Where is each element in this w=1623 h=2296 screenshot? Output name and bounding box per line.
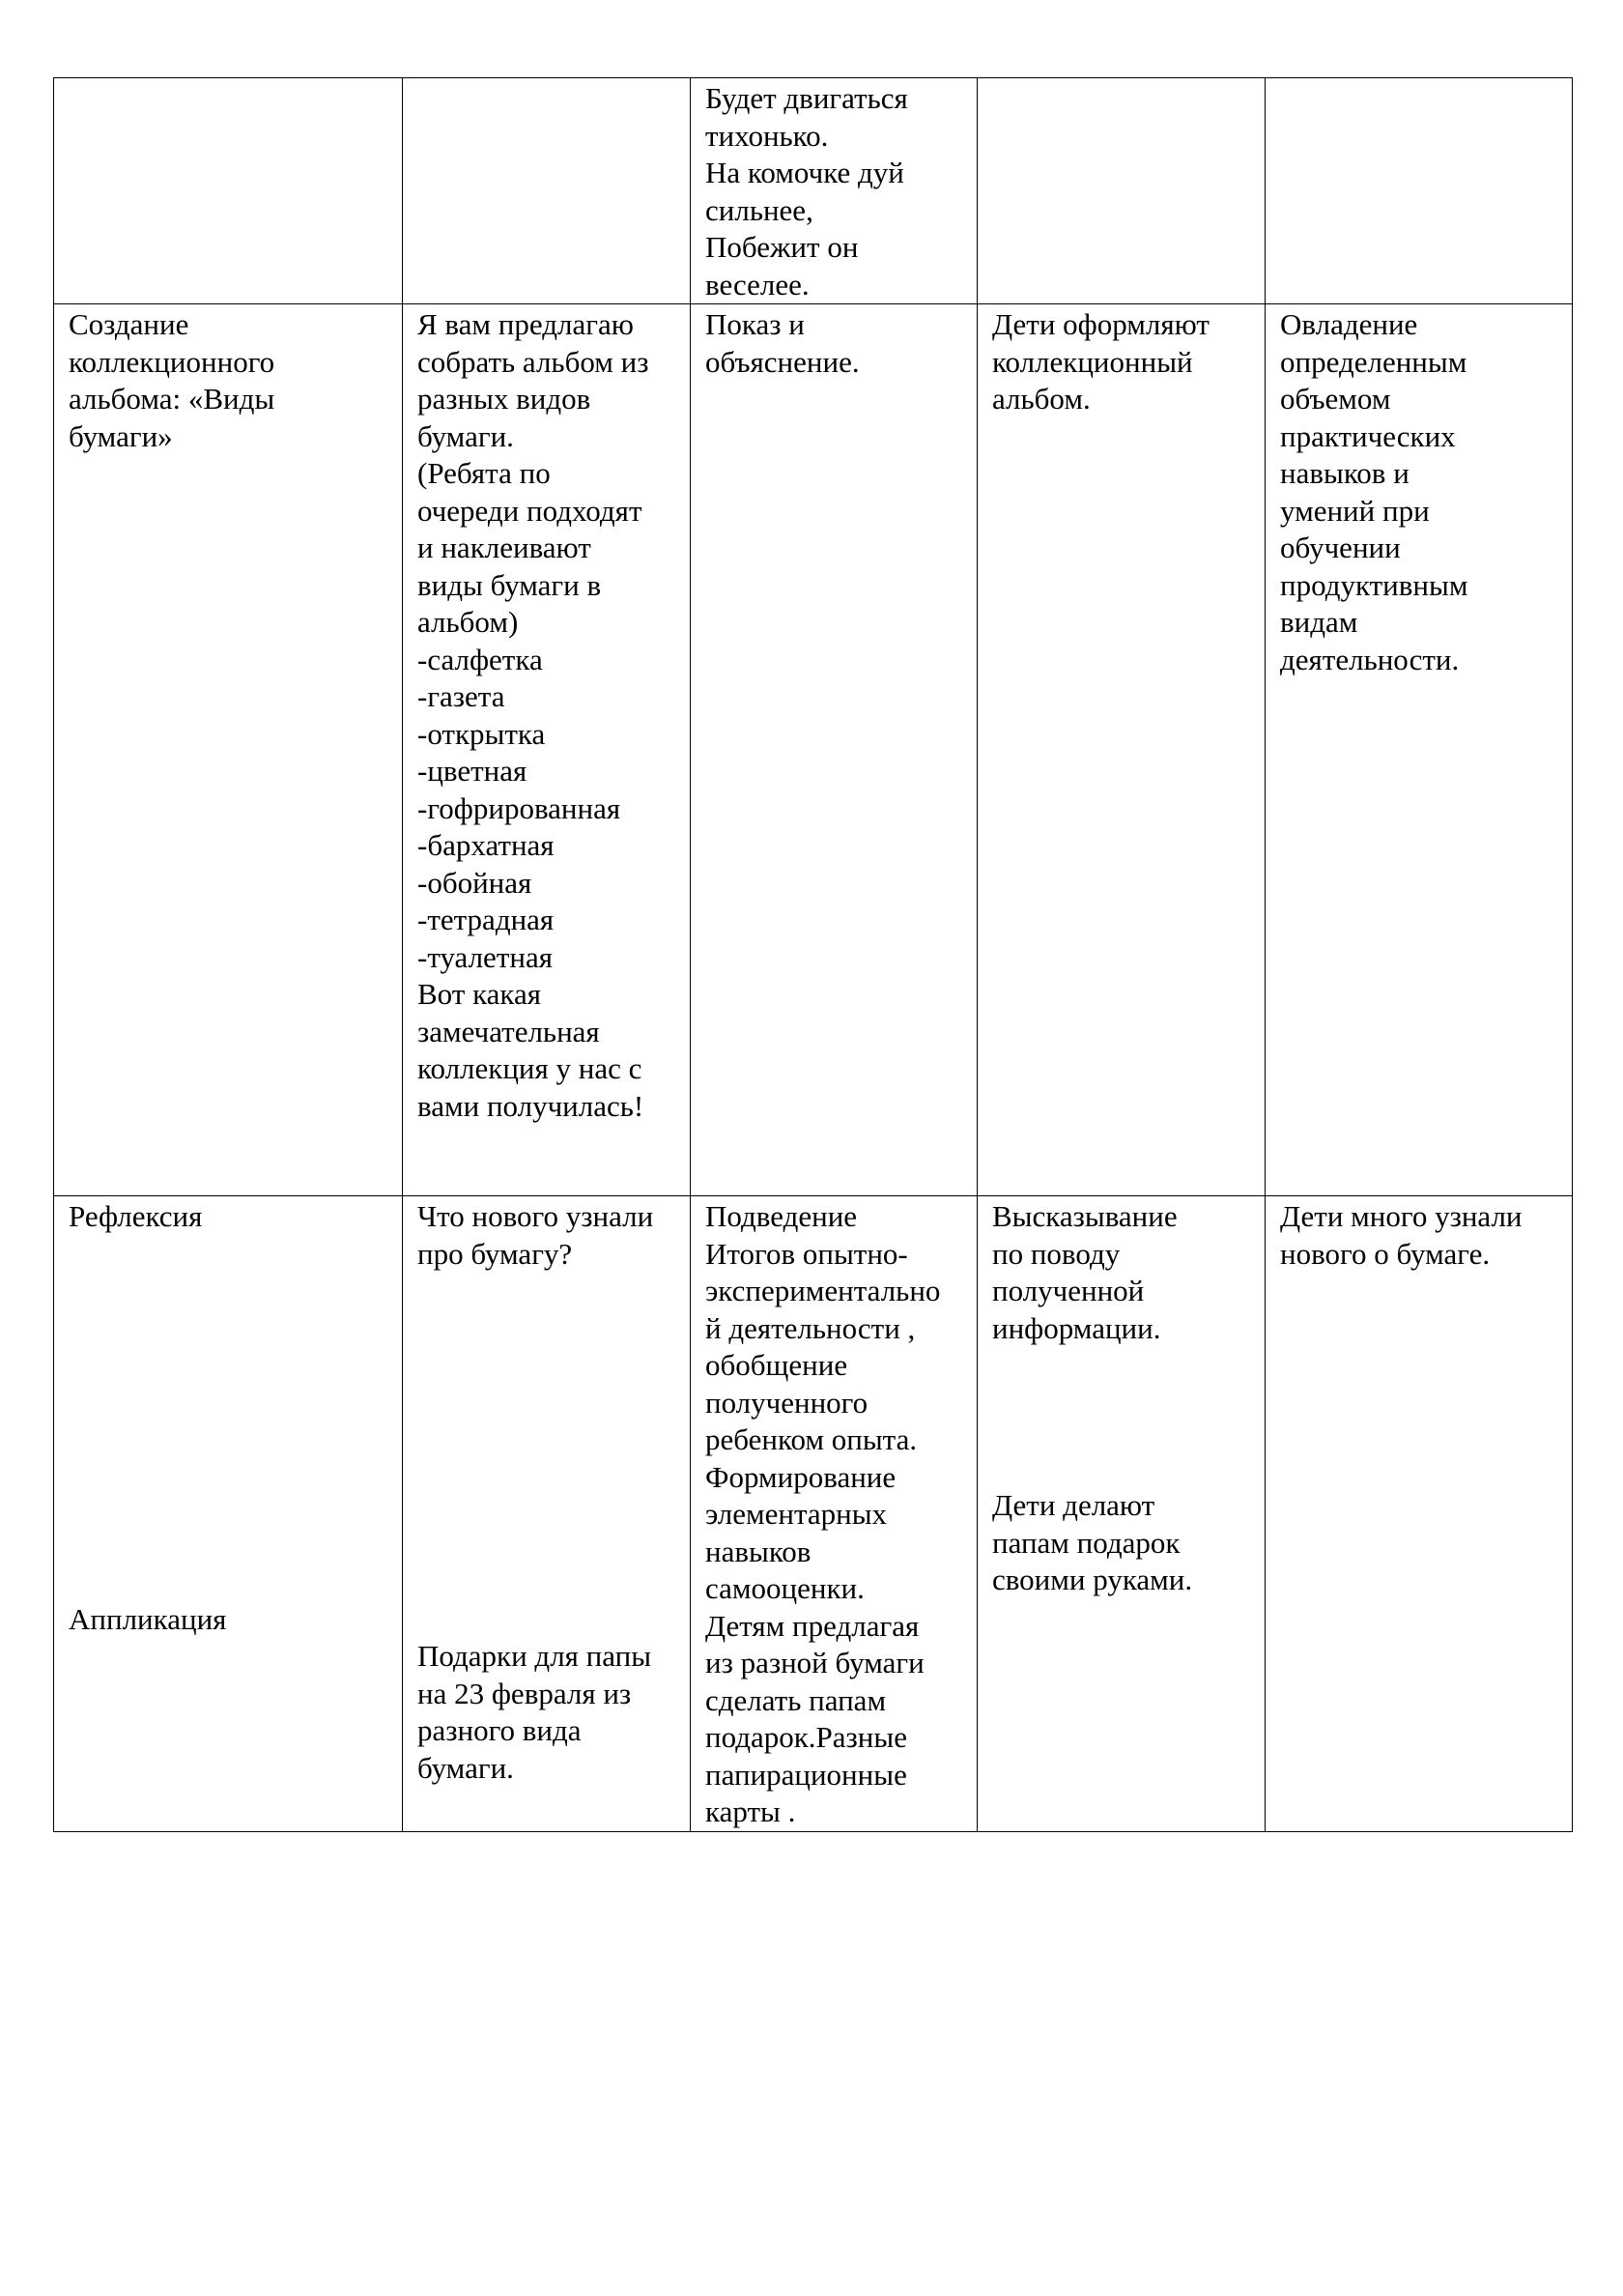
table-cell (54, 1196, 403, 1832)
table-row (54, 1196, 1573, 1832)
children-activity: Дети оформляют коллекционный альбом. (992, 307, 1210, 416)
table-cell (1266, 304, 1573, 1196)
teacher-activity: Я вам предлагаю собрать альбом из разных видов бумаги. (Ребята по очереди подходят и наклеивают виды бумаги в альбом) -салфетка -газета -открытка -цветная -гофрированная -бархатная -обойная -тетрадная -туалетная Вот какая замечательная коллекция у нас с вами получилась! (417, 307, 649, 1123)
table-cell (691, 304, 978, 1196)
stage-name: Создание коллекционного альбома: «Виды бумаги» (69, 307, 275, 453)
table-row (54, 304, 1573, 1196)
method-text: Подведение Итогов опытно- экспериментально й деятельности , обобщение полученного ребенком опыта. Формирование элементарных навыков самооценки. Детям предлагая из разной бумаги сделать папам подарок.Разные папирационные карты . (705, 1199, 941, 1828)
table-cell (691, 78, 978, 304)
table-cell (978, 1196, 1266, 1832)
lesson-plan-table (53, 77, 1573, 1832)
teacher-activity: Что нового узнали про бумагу? (417, 1199, 654, 1271)
table-cell (1266, 78, 1573, 304)
expected-result: Овладение определенным объемом практических навыков и умений при обучении продуктивным видам деятельности. (1280, 307, 1468, 676)
method-text: Показ и объяснение. (705, 307, 860, 379)
teacher-activity: Подарки для папы на 23 февраля из разного вида бумаги. (417, 1639, 652, 1785)
table-cell (978, 78, 1266, 304)
poem-text: Будет двигаться тихонько. На комочке дуй сильнее, Побежит он веселее. (705, 81, 908, 301)
table-cell (1266, 1196, 1573, 1832)
table-cell (691, 1196, 978, 1832)
stage-name: Рефлексия (69, 1199, 203, 1233)
table-cell (403, 1196, 691, 1832)
table-cell (54, 78, 403, 304)
table-cell (403, 304, 691, 1196)
table-cell (403, 78, 691, 304)
stage-name: Аппликация (69, 1601, 227, 1636)
table-cell (978, 304, 1266, 1196)
table-row (54, 78, 1573, 304)
children-activity: Высказывание по поводу полученной информации. (992, 1199, 1178, 1345)
children-activity: Дети делают папам подарок своими руками. (992, 1488, 1193, 1596)
table-cell (54, 304, 403, 1196)
expected-result: Дети много узнали нового о бумаге. (1280, 1199, 1523, 1271)
